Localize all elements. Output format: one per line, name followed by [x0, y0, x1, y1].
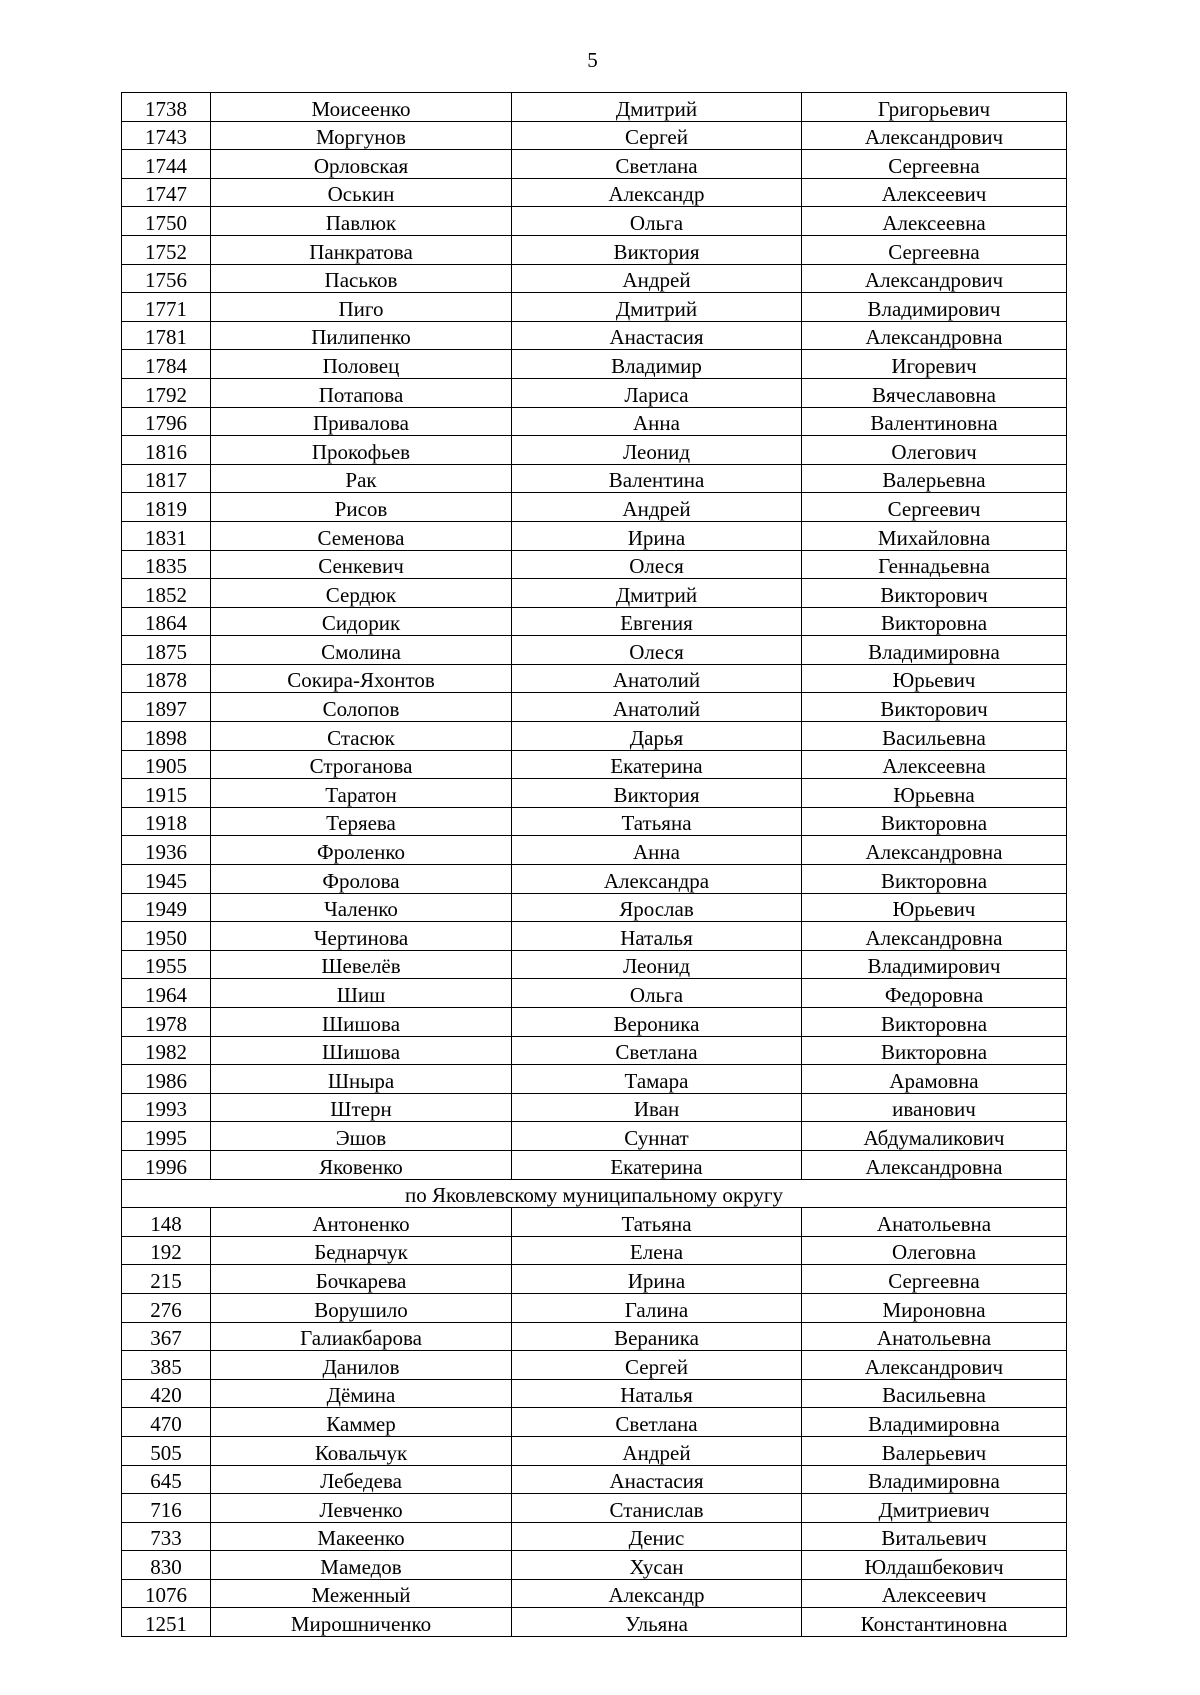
patronymic-cell: Олеговна — [802, 1236, 1067, 1265]
last-name-cell: Макеенко — [211, 1522, 512, 1551]
table-row — [122, 950, 1067, 979]
first-name-cell: Виктория — [512, 779, 802, 808]
table-row — [122, 1522, 1067, 1551]
first-name-cell: Виктория — [512, 235, 802, 264]
row-number-cell: 1784 — [122, 350, 211, 379]
table-row — [122, 121, 1067, 150]
table-row — [122, 407, 1067, 436]
row-number-cell: 1743 — [122, 121, 211, 150]
first-name-cell: Наталья — [512, 1379, 802, 1408]
last-name-cell: Шиш — [211, 979, 512, 1008]
last-name-cell: Паськов — [211, 264, 512, 293]
first-name-cell: Дмитрий — [512, 579, 802, 608]
last-name-cell: Сердюк — [211, 579, 512, 608]
last-name-cell: Мамедов — [211, 1551, 512, 1580]
first-name-cell: Татьяна — [512, 1208, 802, 1237]
patronymic-cell: Сергеевна — [802, 150, 1067, 179]
row-number-cell: 1752 — [122, 235, 211, 264]
last-name-cell: Прокофьев — [211, 436, 512, 465]
last-name-cell: Солопов — [211, 693, 512, 722]
row-number-cell: 1993 — [122, 1093, 211, 1122]
patronymic-cell: Владимировна — [802, 1465, 1067, 1494]
first-name-cell: Олеся — [512, 636, 802, 665]
patronymic-cell: Михайловна — [802, 521, 1067, 550]
last-name-cell: Строганова — [211, 750, 512, 779]
row-number-cell: 1898 — [122, 722, 211, 751]
patronymic-cell: Юрьевич — [802, 664, 1067, 693]
roster-table-body — [122, 93, 1067, 1637]
first-name-cell: Владимир — [512, 350, 802, 379]
patronymic-cell: Александровна — [802, 321, 1067, 350]
last-name-cell: Галиакбарова — [211, 1322, 512, 1351]
row-number-cell: 215 — [122, 1265, 211, 1294]
row-number-cell: 148 — [122, 1208, 211, 1237]
roster-table — [121, 92, 1067, 1637]
row-number-cell: 1738 — [122, 93, 211, 122]
row-number-cell: 1796 — [122, 407, 211, 436]
first-name-cell: Наталья — [512, 922, 802, 951]
first-name-cell: Денис — [512, 1522, 802, 1551]
table-row — [122, 1065, 1067, 1094]
last-name-cell: Левченко — [211, 1494, 512, 1523]
patronymic-cell: Викторовна — [802, 1008, 1067, 1037]
first-name-cell: Вероника — [512, 1008, 802, 1037]
last-name-cell: Чертинова — [211, 922, 512, 951]
table-row — [122, 350, 1067, 379]
patronymic-cell: Игоревич — [802, 350, 1067, 379]
patronymic-cell: Александровна — [802, 836, 1067, 865]
first-name-cell: Вераника — [512, 1322, 802, 1351]
table-row — [122, 1208, 1067, 1237]
last-name-cell: Бочкарева — [211, 1265, 512, 1294]
row-number-cell: 1831 — [122, 521, 211, 550]
last-name-cell: Сидорик — [211, 607, 512, 636]
table-row — [122, 664, 1067, 693]
row-number-cell: 645 — [122, 1465, 211, 1494]
patronymic-cell: Васильевна — [802, 1379, 1067, 1408]
first-name-cell: Елена — [512, 1236, 802, 1265]
patronymic-cell: Дмитриевич — [802, 1494, 1067, 1523]
last-name-cell: Таратон — [211, 779, 512, 808]
last-name-cell: Антоненко — [211, 1208, 512, 1237]
patronymic-cell: Мироновна — [802, 1293, 1067, 1322]
patronymic-cell: Александрович — [802, 264, 1067, 293]
last-name-cell: Моргунов — [211, 121, 512, 150]
last-name-cell: Моисеенко — [211, 93, 512, 122]
last-name-cell: Меженный — [211, 1579, 512, 1608]
table-row — [122, 1236, 1067, 1265]
patronymic-cell: Анатольевна — [802, 1208, 1067, 1237]
patronymic-cell: Арамовна — [802, 1065, 1067, 1094]
last-name-cell: Сокира-Яхонтов — [211, 664, 512, 693]
table-row — [122, 493, 1067, 522]
first-name-cell: Ольга — [512, 979, 802, 1008]
patronymic-cell: Сергеевна — [802, 1265, 1067, 1294]
table-row — [122, 436, 1067, 465]
table-row — [122, 150, 1067, 179]
last-name-cell: Рак — [211, 464, 512, 493]
first-name-cell: Ольга — [512, 207, 802, 236]
table-row — [122, 722, 1067, 751]
patronymic-cell: Алексеевич — [802, 178, 1067, 207]
last-name-cell: Половец — [211, 350, 512, 379]
first-name-cell: Дарья — [512, 722, 802, 751]
last-name-cell: Потапова — [211, 378, 512, 407]
patronymic-cell: Сергеевич — [802, 493, 1067, 522]
first-name-cell: Екатерина — [512, 750, 802, 779]
row-number-cell: 1817 — [122, 464, 211, 493]
last-name-cell: Ковальчук — [211, 1436, 512, 1465]
patronymic-cell: Валентиновна — [802, 407, 1067, 436]
first-name-cell: Светлана — [512, 150, 802, 179]
patronymic-cell: Викторовна — [802, 865, 1067, 894]
first-name-cell: Евгения — [512, 607, 802, 636]
last-name-cell: Чаленко — [211, 893, 512, 922]
table-row — [122, 264, 1067, 293]
last-name-cell: Беднарчук — [211, 1236, 512, 1265]
last-name-cell: Фролова — [211, 865, 512, 894]
table-row — [122, 1408, 1067, 1437]
table-row — [122, 693, 1067, 722]
first-name-cell: Леонид — [512, 436, 802, 465]
row-number-cell: 1995 — [122, 1122, 211, 1151]
last-name-cell: Яковенко — [211, 1150, 512, 1179]
patronymic-cell: Алексеевна — [802, 750, 1067, 779]
patronymic-cell: Алексеевич — [802, 1579, 1067, 1608]
row-number-cell: 1982 — [122, 1036, 211, 1065]
first-name-cell: Светлана — [512, 1408, 802, 1437]
table-row — [122, 1093, 1067, 1122]
first-name-cell: Дмитрий — [512, 293, 802, 322]
row-number-cell: 1996 — [122, 1150, 211, 1179]
patronymic-cell: Викторович — [802, 693, 1067, 722]
row-number-cell: 830 — [122, 1551, 211, 1580]
patronymic-cell: Владимировна — [802, 1408, 1067, 1437]
last-name-cell: Панкратова — [211, 235, 512, 264]
row-number-cell: 470 — [122, 1408, 211, 1437]
patronymic-cell: Григорьевич — [802, 93, 1067, 122]
row-number-cell: 1744 — [122, 150, 211, 179]
row-number-cell: 1771 — [122, 293, 211, 322]
row-number-cell: 1949 — [122, 893, 211, 922]
last-name-cell: Шишова — [211, 1036, 512, 1065]
row-number-cell: 192 — [122, 1236, 211, 1265]
table-row — [122, 550, 1067, 579]
first-name-cell: Ирина — [512, 1265, 802, 1294]
patronymic-cell: Юлдашбекович — [802, 1551, 1067, 1580]
first-name-cell: Андрей — [512, 493, 802, 522]
table-row — [122, 207, 1067, 236]
patronymic-cell: Владимировна — [802, 636, 1067, 665]
table-row — [122, 1494, 1067, 1523]
row-number-cell: 1978 — [122, 1008, 211, 1037]
table-row — [122, 922, 1067, 951]
patronymic-cell: Витальевич — [802, 1522, 1067, 1551]
first-name-cell: Анастасия — [512, 1465, 802, 1494]
row-number-cell: 1918 — [122, 807, 211, 836]
last-name-cell: Лебедева — [211, 1465, 512, 1494]
table-row — [122, 1379, 1067, 1408]
row-number-cell: 1897 — [122, 693, 211, 722]
first-name-cell: Светлана — [512, 1036, 802, 1065]
table-row — [122, 235, 1067, 264]
table-row — [122, 607, 1067, 636]
patronymic-cell: Викторовна — [802, 1036, 1067, 1065]
last-name-cell: Теряева — [211, 807, 512, 836]
row-number-cell: 1875 — [122, 636, 211, 665]
table-row — [122, 636, 1067, 665]
last-name-cell: Шевелёв — [211, 950, 512, 979]
table-row — [122, 979, 1067, 1008]
first-name-cell: Хусан — [512, 1551, 802, 1580]
table-row — [122, 579, 1067, 608]
patronymic-cell: Викторовна — [802, 807, 1067, 836]
last-name-cell: Шныра — [211, 1065, 512, 1094]
row-number-cell: 1905 — [122, 750, 211, 779]
first-name-cell: Леонид — [512, 950, 802, 979]
row-number-cell: 1747 — [122, 178, 211, 207]
patronymic-cell: Александрович — [802, 1351, 1067, 1380]
patronymic-cell: Вячеславовна — [802, 378, 1067, 407]
last-name-cell: Павлюк — [211, 207, 512, 236]
last-name-cell: Оськин — [211, 178, 512, 207]
first-name-cell: Татьяна — [512, 807, 802, 836]
table-row — [122, 1551, 1067, 1580]
row-number-cell: 1076 — [122, 1579, 211, 1608]
last-name-cell: Рисов — [211, 493, 512, 522]
patronymic-cell: Анатольевна — [802, 1322, 1067, 1351]
section-header-row — [122, 1179, 1067, 1208]
row-number-cell: 367 — [122, 1322, 211, 1351]
first-name-cell: Тамара — [512, 1065, 802, 1094]
row-number-cell: 1792 — [122, 378, 211, 407]
patronymic-cell: Александрович — [802, 121, 1067, 150]
row-number-cell: 276 — [122, 1293, 211, 1322]
table-row — [122, 836, 1067, 865]
first-name-cell: Екатерина — [512, 1150, 802, 1179]
table-row — [122, 1579, 1067, 1608]
patronymic-cell: Юрьевич — [802, 893, 1067, 922]
table-row — [122, 893, 1067, 922]
first-name-cell: Анна — [512, 836, 802, 865]
first-name-cell: Александр — [512, 178, 802, 207]
row-number-cell: 1756 — [122, 264, 211, 293]
patronymic-cell: Владимирович — [802, 950, 1067, 979]
patronymic-cell: Васильевна — [802, 722, 1067, 751]
row-number-cell: 1864 — [122, 607, 211, 636]
table-row — [122, 1322, 1067, 1351]
first-name-cell: Ярослав — [512, 893, 802, 922]
row-number-cell: 1819 — [122, 493, 211, 522]
last-name-cell: Мирошниченко — [211, 1608, 512, 1637]
first-name-cell: Суннат — [512, 1122, 802, 1151]
first-name-cell: Сергей — [512, 1351, 802, 1380]
first-name-cell: Андрей — [512, 1436, 802, 1465]
patronymic-cell: Владимирович — [802, 293, 1067, 322]
patronymic-cell: Валерьевна — [802, 464, 1067, 493]
last-name-cell: Ворушило — [211, 1293, 512, 1322]
table-row — [122, 865, 1067, 894]
first-name-cell: Ирина — [512, 521, 802, 550]
first-name-cell: Станислав — [512, 1494, 802, 1523]
patronymic-cell: Федоровна — [802, 979, 1067, 1008]
first-name-cell: Иван — [512, 1093, 802, 1122]
patronymic-cell: Сергеевна — [802, 235, 1067, 264]
row-number-cell: 733 — [122, 1522, 211, 1551]
patronymic-cell: Константиновна — [802, 1608, 1067, 1637]
table-row — [122, 1465, 1067, 1494]
table-row — [122, 1265, 1067, 1294]
table-row — [122, 1036, 1067, 1065]
table-row — [122, 93, 1067, 122]
last-name-cell: Шишова — [211, 1008, 512, 1037]
patronymic-cell: Викторовна — [802, 607, 1067, 636]
first-name-cell: Олеся — [512, 550, 802, 579]
row-number-cell: 420 — [122, 1379, 211, 1408]
row-number-cell: 1945 — [122, 865, 211, 894]
row-number-cell: 505 — [122, 1436, 211, 1465]
row-number-cell: 1750 — [122, 207, 211, 236]
first-name-cell: Дмитрий — [512, 93, 802, 122]
patronymic-cell: Викторович — [802, 579, 1067, 608]
row-number-cell: 1915 — [122, 779, 211, 808]
last-name-cell: Семенова — [211, 521, 512, 550]
patronymic-cell: Александровна — [802, 1150, 1067, 1179]
table-row — [122, 807, 1067, 836]
first-name-cell: Сергей — [512, 121, 802, 150]
section-header-cell: по Яковлевскому муниципальному округу — [122, 1179, 1067, 1208]
row-number-cell: 1936 — [122, 836, 211, 865]
last-name-cell: Каммер — [211, 1408, 512, 1437]
last-name-cell: Эшов — [211, 1122, 512, 1151]
table-row — [122, 178, 1067, 207]
row-number-cell: 385 — [122, 1351, 211, 1380]
patronymic-cell: Алексеевна — [802, 207, 1067, 236]
first-name-cell: Анастасия — [512, 321, 802, 350]
row-number-cell: 1251 — [122, 1608, 211, 1637]
first-name-cell: Александр — [512, 1579, 802, 1608]
first-name-cell: Валентина — [512, 464, 802, 493]
first-name-cell: Анатолий — [512, 693, 802, 722]
table-row — [122, 1608, 1067, 1637]
last-name-cell: Смолина — [211, 636, 512, 665]
last-name-cell: Пиго — [211, 293, 512, 322]
first-name-cell: Андрей — [512, 264, 802, 293]
last-name-cell: Фроленко — [211, 836, 512, 865]
table-row — [122, 1008, 1067, 1037]
table-row — [122, 521, 1067, 550]
first-name-cell: Лариса — [512, 378, 802, 407]
patronymic-cell: Олегович — [802, 436, 1067, 465]
row-number-cell: 716 — [122, 1494, 211, 1523]
first-name-cell: Галина — [512, 1293, 802, 1322]
last-name-cell: Штерн — [211, 1093, 512, 1122]
table-row — [122, 1436, 1067, 1465]
page-number: 5 — [587, 48, 598, 72]
row-number-cell: 1816 — [122, 436, 211, 465]
first-name-cell: Анна — [512, 407, 802, 436]
last-name-cell: Сенкевич — [211, 550, 512, 579]
patronymic-cell: Абдумаликович — [802, 1122, 1067, 1151]
table-row — [122, 293, 1067, 322]
row-number-cell: 1878 — [122, 664, 211, 693]
table-row — [122, 750, 1067, 779]
first-name-cell: Ульяна — [512, 1608, 802, 1637]
last-name-cell: Пилипенко — [211, 321, 512, 350]
row-number-cell: 1852 — [122, 579, 211, 608]
last-name-cell: Дёмина — [211, 1379, 512, 1408]
last-name-cell: Орловская — [211, 150, 512, 179]
first-name-cell: Анатолий — [512, 664, 802, 693]
first-name-cell: Александра — [512, 865, 802, 894]
table-row — [122, 321, 1067, 350]
table-row — [122, 464, 1067, 493]
patronymic-cell: Валерьевич — [802, 1436, 1067, 1465]
row-number-cell: 1950 — [122, 922, 211, 951]
patronymic-cell: Александровна — [802, 922, 1067, 951]
table-row — [122, 1293, 1067, 1322]
patronymic-cell: Юрьевна — [802, 779, 1067, 808]
row-number-cell: 1781 — [122, 321, 211, 350]
patronymic-cell: Геннадьевна — [802, 550, 1067, 579]
patronymic-cell: иванович — [802, 1093, 1067, 1122]
table-row — [122, 779, 1067, 808]
row-number-cell: 1964 — [122, 979, 211, 1008]
table-row — [122, 1122, 1067, 1151]
table-row — [122, 1351, 1067, 1380]
table-row — [122, 378, 1067, 407]
last-name-cell: Стасюк — [211, 722, 512, 751]
last-name-cell: Привалова — [211, 407, 512, 436]
row-number-cell: 1986 — [122, 1065, 211, 1094]
table-row — [122, 1150, 1067, 1179]
last-name-cell: Данилов — [211, 1351, 512, 1380]
row-number-cell: 1955 — [122, 950, 211, 979]
row-number-cell: 1835 — [122, 550, 211, 579]
